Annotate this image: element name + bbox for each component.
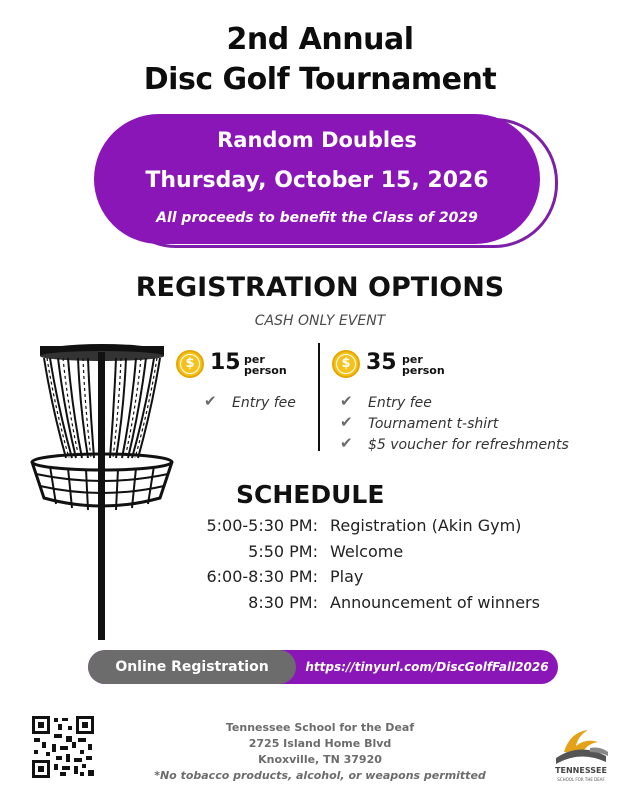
banner-proceeds: All proceeds to benefit the Class of 2029 (156, 210, 478, 226)
option-1-per: per (244, 353, 265, 366)
logo-text-tennessee: TENNESSEE (555, 766, 607, 775)
option-2-per: per (402, 353, 423, 366)
registration-title: REGISTRATION OPTIONS (135, 272, 505, 303)
cash-only-note: CASH ONLY EVENT (254, 313, 386, 329)
schedule-time: 8:30 PM: (248, 593, 318, 612)
option-2-person: person (402, 364, 445, 377)
online-registration-bar[interactable] (88, 650, 558, 684)
check-icon: ✔ (340, 413, 353, 431)
title-line-2: Disc Golf Tournament (143, 62, 497, 97)
online-registration-label: Online Registration (115, 659, 269, 675)
check-icon: ✔ (340, 392, 353, 410)
schedule-event: Play (330, 567, 364, 586)
schedule-event: Registration (Akin Gym) (330, 516, 522, 535)
tsd-logo (550, 722, 612, 788)
title-line-1: 2nd Annual (226, 22, 414, 57)
option-2-feature-1: Entry fee (368, 395, 432, 411)
option-1-price: 15 (210, 350, 241, 375)
options-divider (318, 343, 320, 451)
option-1-feature-1: Entry fee (232, 395, 296, 411)
tsd-logo-icon (550, 722, 612, 766)
option-2-feature-3: $5 voucher for refreshments (368, 437, 569, 453)
dollar-coin-icon: $ (176, 350, 204, 378)
check-icon: ✔ (340, 434, 353, 452)
schedule-time: 5:00-5:30 PM: (206, 516, 318, 535)
footer-policy-note: *No tobacco products, alcohol, or weapons permitted (154, 769, 486, 782)
footer-school-name: Tennessee School for the Deaf (225, 721, 415, 734)
logo-text-school: SCHOOL FOR THE DEAF (557, 777, 605, 782)
option-2-feature-2: Tournament t-shirt (368, 416, 499, 432)
schedule-time: 5:50 PM: (248, 542, 318, 561)
schedule-event: Announcement of winners (330, 593, 540, 612)
schedule-time: 6:00-8:30 PM: (206, 567, 318, 586)
check-icon: ✔ (204, 392, 217, 410)
dollar-coin-icon: $ (332, 350, 360, 378)
option-1-person: person (244, 364, 287, 377)
registration-url-link[interactable]: https://tinyurl.com/DiscGolfFall2026 (305, 660, 549, 674)
schedule-title: SCHEDULE (236, 480, 385, 509)
schedule-event: Welcome (330, 542, 404, 561)
footer-address: 2725 Island Home Blvd (248, 737, 392, 750)
banner-format: Random Doubles (217, 128, 417, 152)
footer-city: Knoxville, TN 37920 (258, 753, 382, 766)
option-2-price: 35 (366, 350, 397, 375)
banner-date: Thursday, October 15, 2026 (145, 168, 489, 193)
